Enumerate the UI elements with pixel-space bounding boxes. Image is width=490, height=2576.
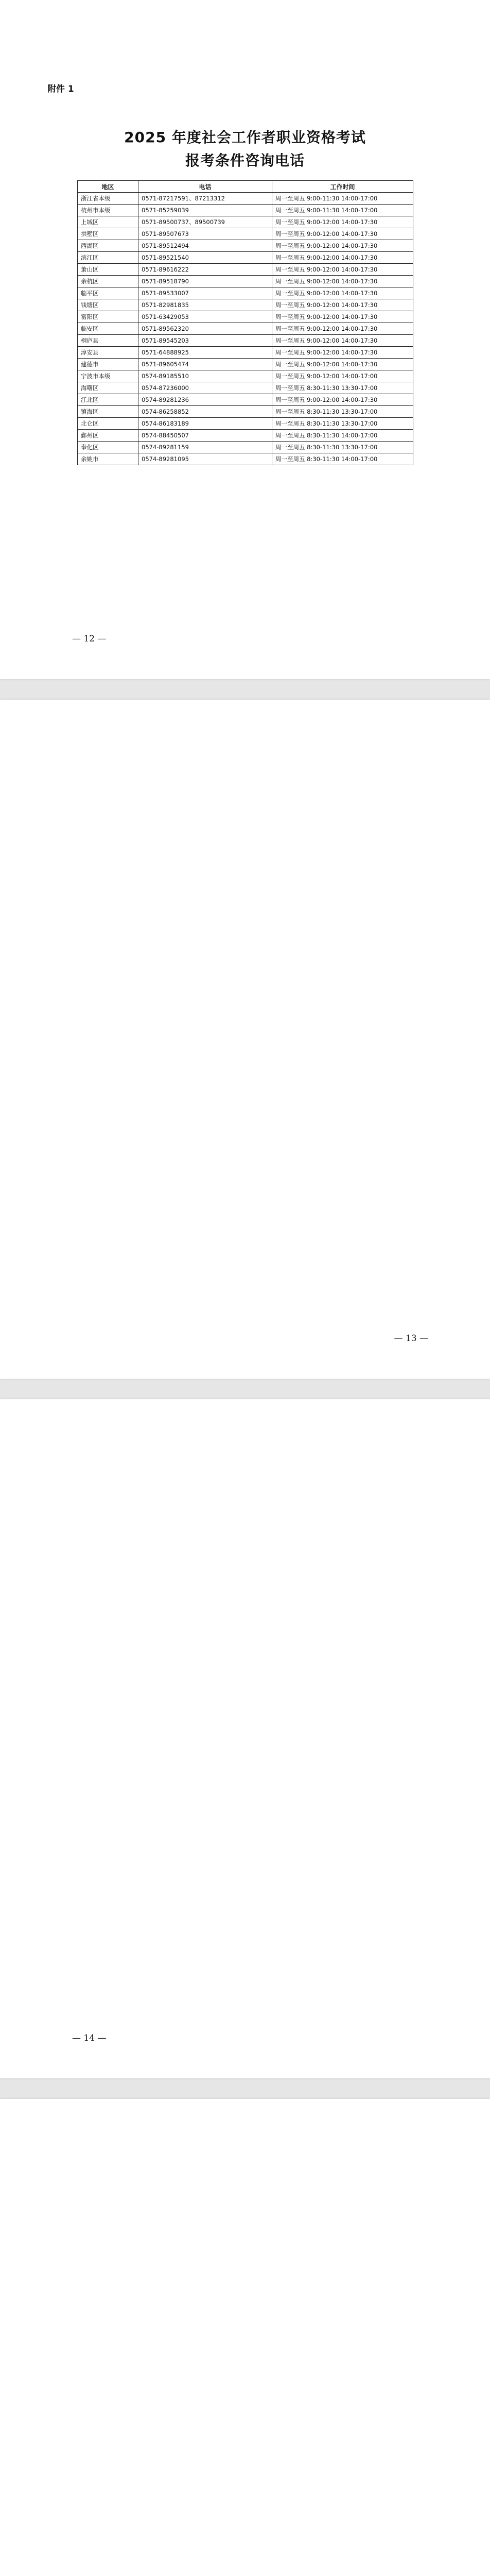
region-cell: 西湖区 — [78, 240, 138, 252]
region-cell: 海曙区 — [78, 382, 138, 394]
region-cell: 临平区 — [78, 287, 138, 299]
hours-cell: 周一至周五 9:00-12:00 14:00-17:30 — [272, 347, 413, 359]
hours-cell: 周一至周五 9:00-12:00 14:00-17:30 — [272, 394, 413, 406]
table-row — [78, 216, 413, 228]
phone-cell: 0571-87217591、87213312 — [138, 193, 272, 205]
region-cell: 建德市 — [78, 359, 138, 370]
region-cell: 滨江区 — [78, 252, 138, 264]
hours-cell: 周一至周五 9:00-12:00 14:00-17:30 — [272, 252, 413, 264]
table-row — [78, 453, 413, 465]
phone-cell: 0574-88450507 — [138, 430, 272, 442]
table-row — [78, 347, 413, 359]
region-cell: 镇海区 — [78, 406, 138, 418]
table-row — [78, 394, 413, 406]
region-cell: 钱塘区 — [78, 299, 138, 311]
phone-cell: 0571-89512494 — [138, 240, 272, 252]
document-page-2 — [0, 700, 490, 1379]
phone-cell: 0571-89533007 — [138, 287, 272, 299]
phone-cell: 0571-89605474 — [138, 359, 272, 370]
document-page-1 — [0, 0, 490, 679]
table-row — [78, 299, 413, 311]
table-row — [78, 228, 413, 240]
phone-cell: 0574-89185510 — [138, 370, 272, 382]
phone-cell: 0571-89500737、89500739 — [138, 216, 272, 228]
header-region: 地区 — [78, 181, 138, 193]
table-row — [78, 276, 413, 287]
document-page-4 — [0, 2099, 490, 2576]
hours-cell: 周一至周五 9:00-12:00 14:00-17:30 — [272, 216, 413, 228]
table-row — [78, 264, 413, 276]
hours-cell: 周一至周五 8:30-11:30 14:00-17:00 — [272, 430, 413, 442]
table-row — [78, 311, 413, 323]
page-number: — 12 — — [72, 634, 107, 644]
table-row — [78, 430, 413, 442]
header-hours: 工作时间 — [272, 181, 413, 193]
table-row — [78, 359, 413, 370]
region-cell: 余姚市 — [78, 453, 138, 465]
region-cell: 江北区 — [78, 394, 138, 406]
hours-cell: 周一至周五 9:00-12:00 14:00-17:30 — [272, 335, 413, 347]
region-cell: 浙江省本级 — [78, 193, 138, 205]
phone-cell: 0571-89518790 — [138, 276, 272, 287]
hours-cell: 周一至周五 9:00-12:00 14:00-17:30 — [272, 228, 413, 240]
phone-cell: 0571-89521540 — [138, 252, 272, 264]
table-row — [78, 370, 413, 382]
table-row — [78, 193, 413, 205]
phone-cell: 0574-89281095 — [138, 453, 272, 465]
document-subtitle: 报考条件咨询电话 — [185, 152, 305, 169]
hours-cell: 周一至周五 9:00-11:30 14:00-17:00 — [272, 205, 413, 216]
table-row — [78, 382, 413, 394]
phone-cell: 0571-63429053 — [138, 311, 272, 323]
phone-cell: 0571-89507673 — [138, 228, 272, 240]
attachment-label: 附件 1 — [47, 84, 74, 94]
region-cell: 上城区 — [78, 216, 138, 228]
hours-cell: 周一至周五 9:00-12:00 14:00-17:30 — [272, 359, 413, 370]
phone-cell: 0574-89281236 — [138, 394, 272, 406]
phone-cell: 0571-89545203 — [138, 335, 272, 347]
hours-cell: 周一至周五 8:30-11:30 13:30-17:00 — [272, 442, 413, 453]
region-cell: 淳安县 — [78, 347, 138, 359]
page-number: — 14 — — [72, 2033, 107, 2043]
document-page-3 — [0, 1399, 490, 2078]
table-row — [78, 252, 413, 264]
phone-cell: 0571-64888925 — [138, 347, 272, 359]
table-row — [78, 335, 413, 347]
table-row — [78, 442, 413, 453]
region-cell: 奉化区 — [78, 442, 138, 453]
hours-cell: 周一至周五 8:30-11:30 13:30-17:00 — [272, 418, 413, 430]
hours-cell: 周一至周五 9:00-12:00 14:00-17:30 — [272, 276, 413, 287]
region-cell: 宁波市本级 — [78, 370, 138, 382]
hours-cell: 周一至周五 8:30-11:30 13:30-17:00 — [272, 406, 413, 418]
phone-cell: 0574-86183189 — [138, 418, 272, 430]
document-title: 2025 年度社会工作者职业资格考试 — [124, 129, 366, 146]
table-row — [78, 406, 413, 418]
table-row — [78, 287, 413, 299]
hours-cell: 周一至周五 9:00-11:30 14:00-17:00 — [272, 193, 413, 205]
hours-cell: 周一至周五 9:00-12:00 14:00-17:30 — [272, 287, 413, 299]
region-cell: 北仑区 — [78, 418, 138, 430]
region-cell: 余杭区 — [78, 276, 138, 287]
phone-cell: 0574-87236000 — [138, 382, 272, 394]
hours-cell: 周一至周五 9:00-12:00 14:00-17:30 — [272, 264, 413, 276]
phone-cell: 0574-86258852 — [138, 406, 272, 418]
contact-table — [77, 180, 413, 465]
region-cell: 临安区 — [78, 323, 138, 335]
region-cell: 杭州市本级 — [78, 205, 138, 216]
hours-cell: 周一至周五 8:30-11:30 13:30-17:00 — [272, 382, 413, 394]
table-row — [78, 240, 413, 252]
table-row — [78, 323, 413, 335]
phone-cell: 0571-82981835 — [138, 299, 272, 311]
table-row — [78, 205, 413, 216]
region-cell: 萧山区 — [78, 264, 138, 276]
hours-cell: 周一至周五 9:00-12:00 14:00-17:30 — [272, 240, 413, 252]
region-cell: 富阳区 — [78, 311, 138, 323]
region-cell: 桐庐县 — [78, 335, 138, 347]
region-cell: 拱墅区 — [78, 228, 138, 240]
hours-cell: 周一至周五 8:30-11:30 14:00-17:00 — [272, 453, 413, 465]
phone-cell: 0571-89616222 — [138, 264, 272, 276]
header-phone: 电话 — [138, 181, 272, 193]
phone-cell: 0571-85259039 — [138, 205, 272, 216]
hours-cell: 周一至周五 9:00-12:00 14:00-17:30 — [272, 323, 413, 335]
table-row — [78, 418, 413, 430]
hours-cell: 周一至周五 9:00-12:00 14:00-17:00 — [272, 370, 413, 382]
phone-cell: 0571-89562320 — [138, 323, 272, 335]
hours-cell: 周一至周五 9:00-12:00 14:00-17:30 — [272, 311, 413, 323]
table-header-row — [78, 181, 413, 193]
region-cell: 鄞州区 — [78, 430, 138, 442]
phone-cell: 0574-89281159 — [138, 442, 272, 453]
hours-cell: 周一至周五 9:00-12:00 14:00-17:30 — [272, 299, 413, 311]
page-number: — 13 — — [394, 1333, 428, 1344]
